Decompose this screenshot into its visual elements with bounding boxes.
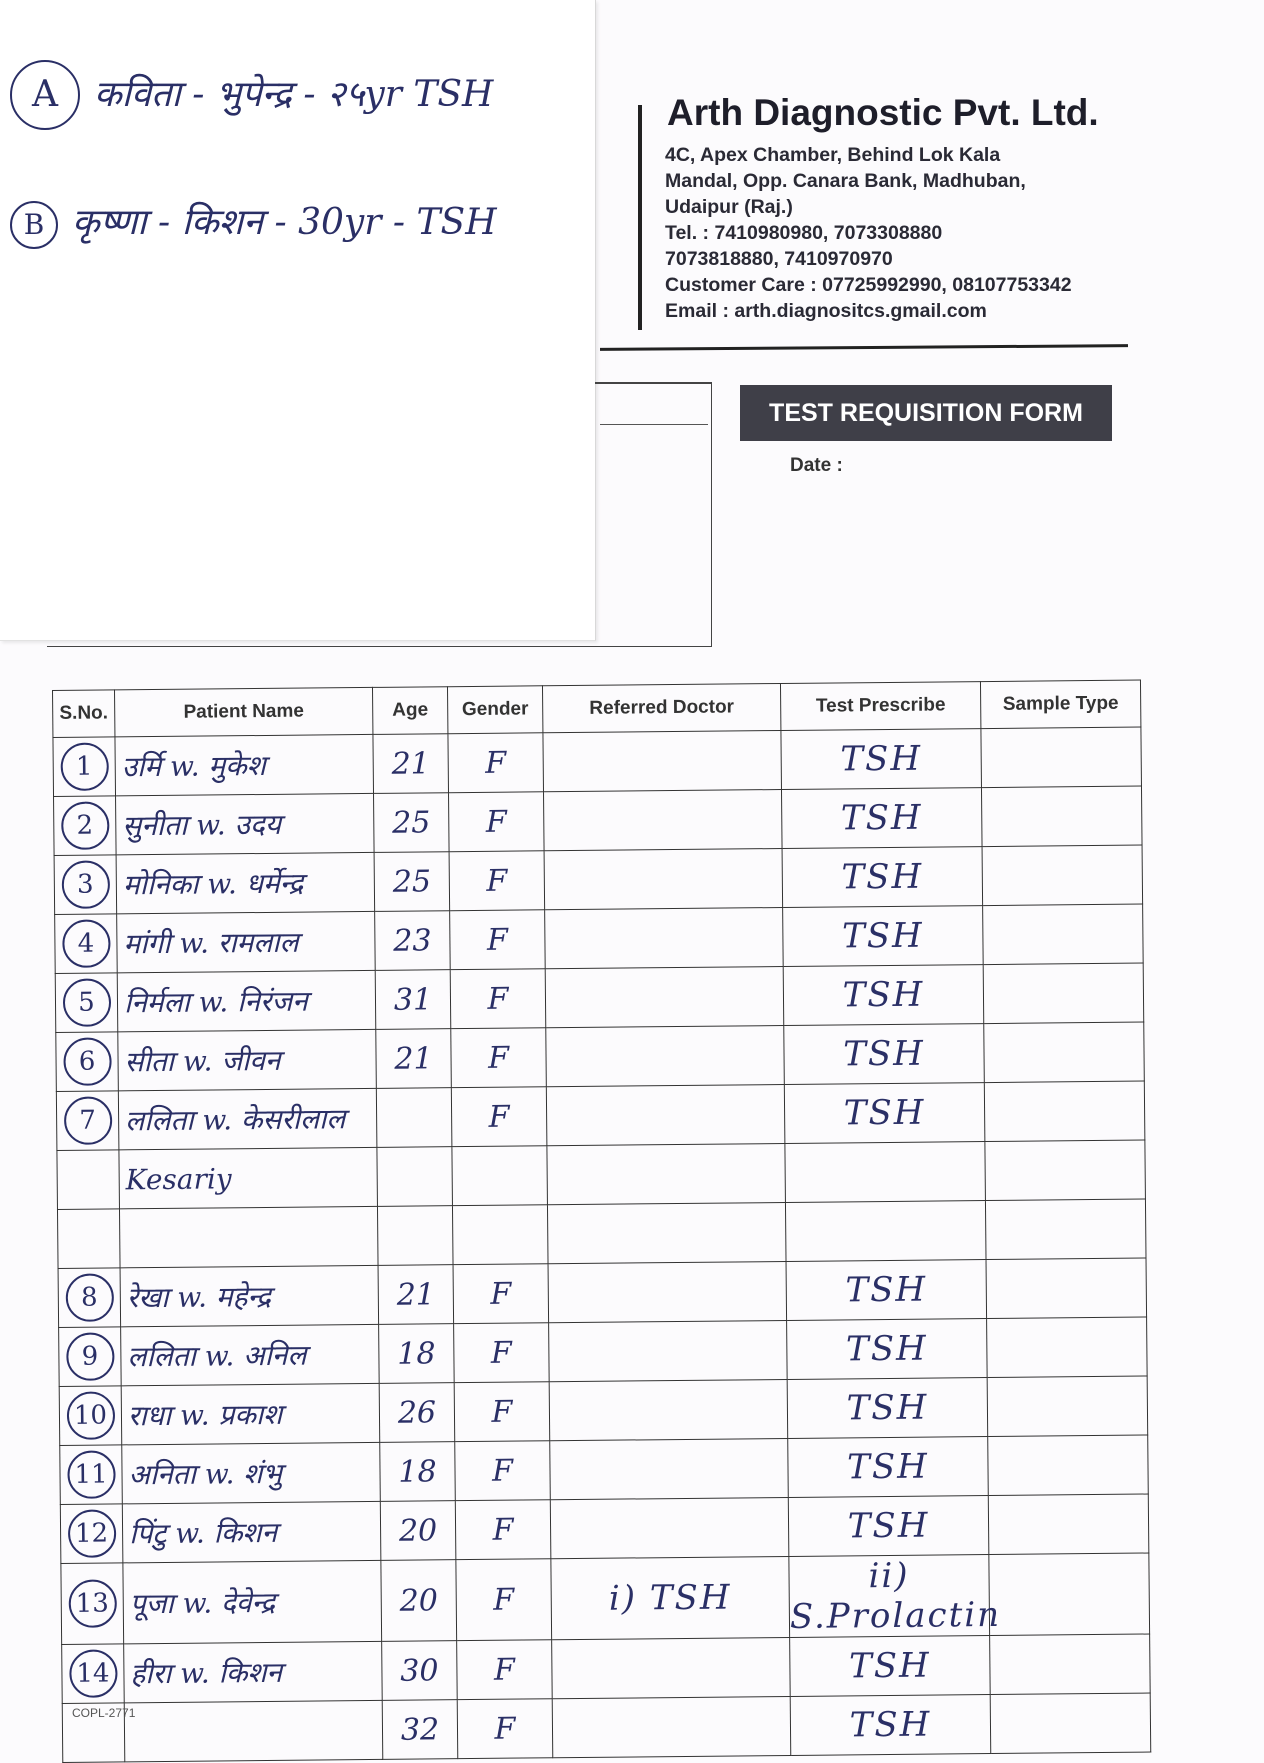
- sno-circle: 2: [61, 801, 109, 849]
- cell-sample-type: [985, 1140, 1146, 1201]
- cell-sno: [61, 1563, 124, 1645]
- cell-sno: [59, 1386, 122, 1446]
- cell-gender: [452, 1146, 548, 1206]
- cell-age: 23: [375, 911, 451, 971]
- cell-patient-name: ललिता w. केसरीलाल: [118, 1088, 377, 1149]
- table-row: [56, 1081, 1145, 1150]
- cell-sample-type: [987, 1376, 1148, 1437]
- cell-patient-name: मांगी w. रामलाल: [117, 911, 376, 972]
- address-line: 4C, Apex Chamber, Behind Lok Kala: [665, 144, 1001, 166]
- cell-age: [377, 1206, 453, 1266]
- cell-sample-type: [981, 786, 1142, 847]
- table-row: [62, 1693, 1151, 1762]
- cell-sno: [56, 1032, 119, 1092]
- header-sample-type: Sample Type: [980, 680, 1140, 729]
- cell-age: [377, 1147, 453, 1207]
- cell-gender: F: [454, 1323, 550, 1383]
- cell-patient-name: Kesariy: [119, 1147, 378, 1208]
- patient-table: [52, 680, 1151, 1763]
- cell-patient-name: सीता w. जीवन: [118, 1029, 377, 1090]
- cell-age: 20: [380, 1501, 456, 1561]
- cell-referred-doctor: i) TSH: [551, 1556, 790, 1639]
- cell-sample-type: [984, 1022, 1145, 1083]
- cell-sample-type: [983, 963, 1144, 1024]
- sno-circle: 4: [62, 919, 110, 967]
- cell-age: 32: [382, 1700, 458, 1760]
- table-row: [62, 1634, 1151, 1703]
- table-row: [55, 963, 1144, 1032]
- table-row: [53, 727, 1142, 796]
- table-row: [57, 1140, 1146, 1209]
- cell-test-prescribe: TSH: [784, 1024, 985, 1085]
- cell-age: 20: [381, 1560, 457, 1642]
- cell-test-prescribe: TSH: [787, 1378, 988, 1439]
- table-row: [57, 1199, 1146, 1268]
- cell-test-prescribe: TSH: [781, 729, 982, 790]
- cell-sample-type: [982, 845, 1143, 906]
- cell-referred-doctor: [552, 1637, 791, 1698]
- cell-patient-name: [119, 1206, 378, 1267]
- cell-gender: F: [451, 1087, 547, 1147]
- cell-sno: [55, 973, 118, 1033]
- email-line: Email : arth.diagnositcs.gmail.com: [665, 300, 987, 322]
- header-gender: Gender: [447, 686, 542, 734]
- cell-sno: [60, 1504, 123, 1564]
- cell-referred-doctor: [548, 1261, 787, 1322]
- cell-sno: [60, 1445, 123, 1505]
- cell-patient-name: हीरा w. किशन: [124, 1641, 383, 1702]
- cell-gender: F: [449, 851, 545, 911]
- cell-test-prescribe: TSH: [783, 906, 984, 967]
- cell-sample-type: [988, 1435, 1149, 1496]
- cell-gender: F: [455, 1441, 551, 1501]
- lab-name: Arth Diagnostic Pvt. Ltd.: [667, 92, 1099, 133]
- cell-referred-doctor: [550, 1497, 789, 1558]
- cell-referred-doctor: [543, 790, 782, 851]
- sno-circle: 12: [67, 1509, 115, 1557]
- cell-sno: [57, 1150, 120, 1210]
- table-row: [55, 904, 1144, 973]
- note-line-b: [10, 196, 497, 249]
- cell-sample-type: [983, 904, 1144, 965]
- cell-gender: F: [457, 1699, 553, 1759]
- sno-circle: 9: [66, 1332, 114, 1380]
- cell-test-prescribe: TSH: [787, 1319, 988, 1380]
- cell-test-prescribe: TSH: [790, 1636, 991, 1697]
- table-row: [56, 1022, 1145, 1091]
- cell-gender: F: [449, 792, 545, 852]
- cell-test-prescribe: TSH: [788, 1496, 989, 1557]
- cell-patient-name: रेखा w. महेन्द्र: [120, 1265, 379, 1326]
- cell-gender: F: [450, 969, 546, 1029]
- cell-age: [376, 1088, 452, 1148]
- sno-circle: 5: [62, 978, 110, 1026]
- cell-patient-name: मोनिका w. धर्मेन्द्र: [116, 852, 375, 913]
- cell-sample-type: [989, 1553, 1150, 1636]
- table-row: [59, 1376, 1148, 1445]
- cell-gender: F: [453, 1264, 549, 1324]
- sno-circle: 8: [65, 1273, 113, 1321]
- cell-age: 30: [382, 1641, 458, 1701]
- patient-info-box: [47, 382, 712, 647]
- cell-sample-type: [985, 1199, 1146, 1260]
- cell-age: 31: [375, 970, 451, 1030]
- sno-circle: 6: [63, 1037, 111, 1085]
- cell-age: 25: [374, 852, 450, 912]
- cell-sample-type: [988, 1494, 1149, 1555]
- cell-age: 25: [374, 793, 450, 853]
- cell-age: 26: [379, 1383, 455, 1443]
- cell-gender: F: [450, 910, 546, 970]
- cell-referred-doctor: [543, 731, 782, 792]
- patient-table-wrapper: [52, 680, 1150, 1763]
- cell-test-prescribe: TSH: [783, 965, 984, 1026]
- table-row: [60, 1494, 1149, 1563]
- sno-circle: 3: [61, 860, 109, 908]
- cell-referred-doctor: [549, 1320, 788, 1381]
- sno-circle: 1: [60, 742, 108, 790]
- cell-test-prescribe: ii) S.Prolactin: [789, 1555, 1002, 1637]
- header-divider-horizontal: [600, 344, 1128, 351]
- cell-age: 18: [379, 1324, 455, 1384]
- table-row: [54, 845, 1143, 914]
- header-referred-doctor: Referred Doctor: [542, 684, 780, 733]
- form-code: COPL-2771: [72, 1706, 136, 1720]
- cell-sample-type: [987, 1317, 1148, 1378]
- cell-sample-type: [986, 1258, 1147, 1319]
- cell-test-prescribe: [785, 1142, 986, 1203]
- cell-referred-doctor: [545, 907, 784, 968]
- cell-test-prescribe: TSH: [784, 1083, 985, 1144]
- customer-care-line: Customer Care : 07725992990, 08107753342: [665, 274, 1072, 296]
- header-test-prescribe: Test Prescribe: [780, 682, 980, 731]
- table-row: [61, 1553, 1150, 1644]
- table-body: [53, 727, 1151, 1762]
- cell-gender: F: [448, 733, 544, 793]
- date-label: Date :: [790, 455, 843, 476]
- cell-referred-doctor: [546, 1025, 785, 1086]
- cell-sno: [53, 737, 116, 797]
- sno-circle: 10: [66, 1391, 114, 1439]
- cell-gender: F: [457, 1640, 553, 1700]
- cell-sample-type: [981, 727, 1142, 788]
- cell-referred-doctor: [549, 1379, 788, 1440]
- note-letter-a: A: [10, 60, 80, 130]
- cell-test-prescribe: [785, 1201, 986, 1262]
- cell-patient-name: निर्मला w. निरंजन: [117, 970, 376, 1031]
- sno-circle: 7: [63, 1096, 111, 1144]
- address-line: Udaipur (Raj.): [665, 196, 793, 218]
- table-row: [59, 1317, 1148, 1386]
- cell-sno: [55, 914, 118, 974]
- cell-referred-doctor: [550, 1438, 789, 1499]
- phone-line: Tel. : 7410980980, 7073308880: [665, 222, 943, 244]
- note-line-a: [10, 60, 493, 130]
- table-row: [58, 1258, 1147, 1327]
- cell-age: 21: [376, 1029, 452, 1089]
- cell-test-prescribe: TSH: [786, 1260, 987, 1321]
- cell-sample-type: [990, 1634, 1151, 1695]
- cell-sno: [59, 1327, 122, 1387]
- cell-gender: F: [454, 1382, 550, 1442]
- cell-sno: [57, 1209, 120, 1269]
- header-sno: S.No.: [53, 690, 115, 738]
- sno-circle: 14: [69, 1649, 117, 1697]
- address-line: Mandal, Opp. Canara Bank, Madhuban,: [665, 170, 1026, 192]
- header-age: Age: [372, 687, 447, 735]
- form-title-badge: TEST REQUISITION FORM: [740, 385, 1112, 441]
- header-divider-vertical: [638, 105, 642, 330]
- cell-referred-doctor: [547, 1143, 786, 1204]
- note-letter-b: B: [10, 201, 58, 249]
- cell-age: 18: [380, 1442, 456, 1502]
- cell-sno: [54, 796, 117, 856]
- cell-patient-name: उर्मि w. मुकेश: [115, 734, 374, 795]
- cell-patient-name: पिंटु w. किशन: [122, 1501, 381, 1562]
- lab-address: [665, 142, 1099, 324]
- cell-patient-name: सुनीता w. उदय: [116, 793, 375, 854]
- cell-referred-doctor: [552, 1696, 791, 1757]
- note-text-a: कविता - भुपेन्द्र - २५yr TSH: [94, 74, 494, 115]
- cell-gender: F: [456, 1559, 552, 1641]
- cell-gender: [452, 1205, 548, 1265]
- phone-line: 7073818880, 7410970970: [665, 248, 893, 270]
- cell-referred-doctor: [545, 966, 784, 1027]
- lab-header: [665, 92, 1099, 324]
- header-patient-name: Patient Name: [115, 687, 373, 736]
- cell-gender: F: [451, 1028, 547, 1088]
- cell-sno: [54, 855, 117, 915]
- cell-age: 21: [378, 1265, 454, 1325]
- cell-test-prescribe: TSH: [782, 847, 983, 908]
- sno-circle: 11: [67, 1450, 115, 1498]
- cell-sample-type: [984, 1081, 1145, 1142]
- cell-sno: [58, 1268, 121, 1328]
- cell-gender: F: [455, 1500, 551, 1560]
- cell-age: 21: [373, 734, 449, 794]
- cell-patient-name: पूजा w. देवेन्द्र: [123, 1560, 382, 1643]
- cell-sno: [62, 1644, 125, 1704]
- table-row: [60, 1435, 1149, 1504]
- table-row: [54, 786, 1143, 855]
- cell-test-prescribe: TSH: [788, 1437, 989, 1498]
- cell-patient-name: अनिता w. शंभु: [122, 1442, 381, 1503]
- cell-referred-doctor: [544, 848, 783, 909]
- cell-test-prescribe: TSH: [781, 788, 982, 849]
- cell-patient-name: ललिता w. अनिल: [121, 1324, 380, 1385]
- cell-sample-type: [990, 1693, 1151, 1754]
- cell-referred-doctor: [547, 1202, 786, 1263]
- sno-circle: 13: [68, 1579, 116, 1627]
- cell-test-prescribe: TSH: [790, 1695, 991, 1756]
- note-text-b: कृष्णा - किशन - 30yr - TSH: [72, 202, 497, 243]
- cell-sno: [56, 1091, 119, 1151]
- cell-patient-name: राधा w. प्रकाश: [121, 1383, 380, 1444]
- cell-referred-doctor: [546, 1084, 785, 1145]
